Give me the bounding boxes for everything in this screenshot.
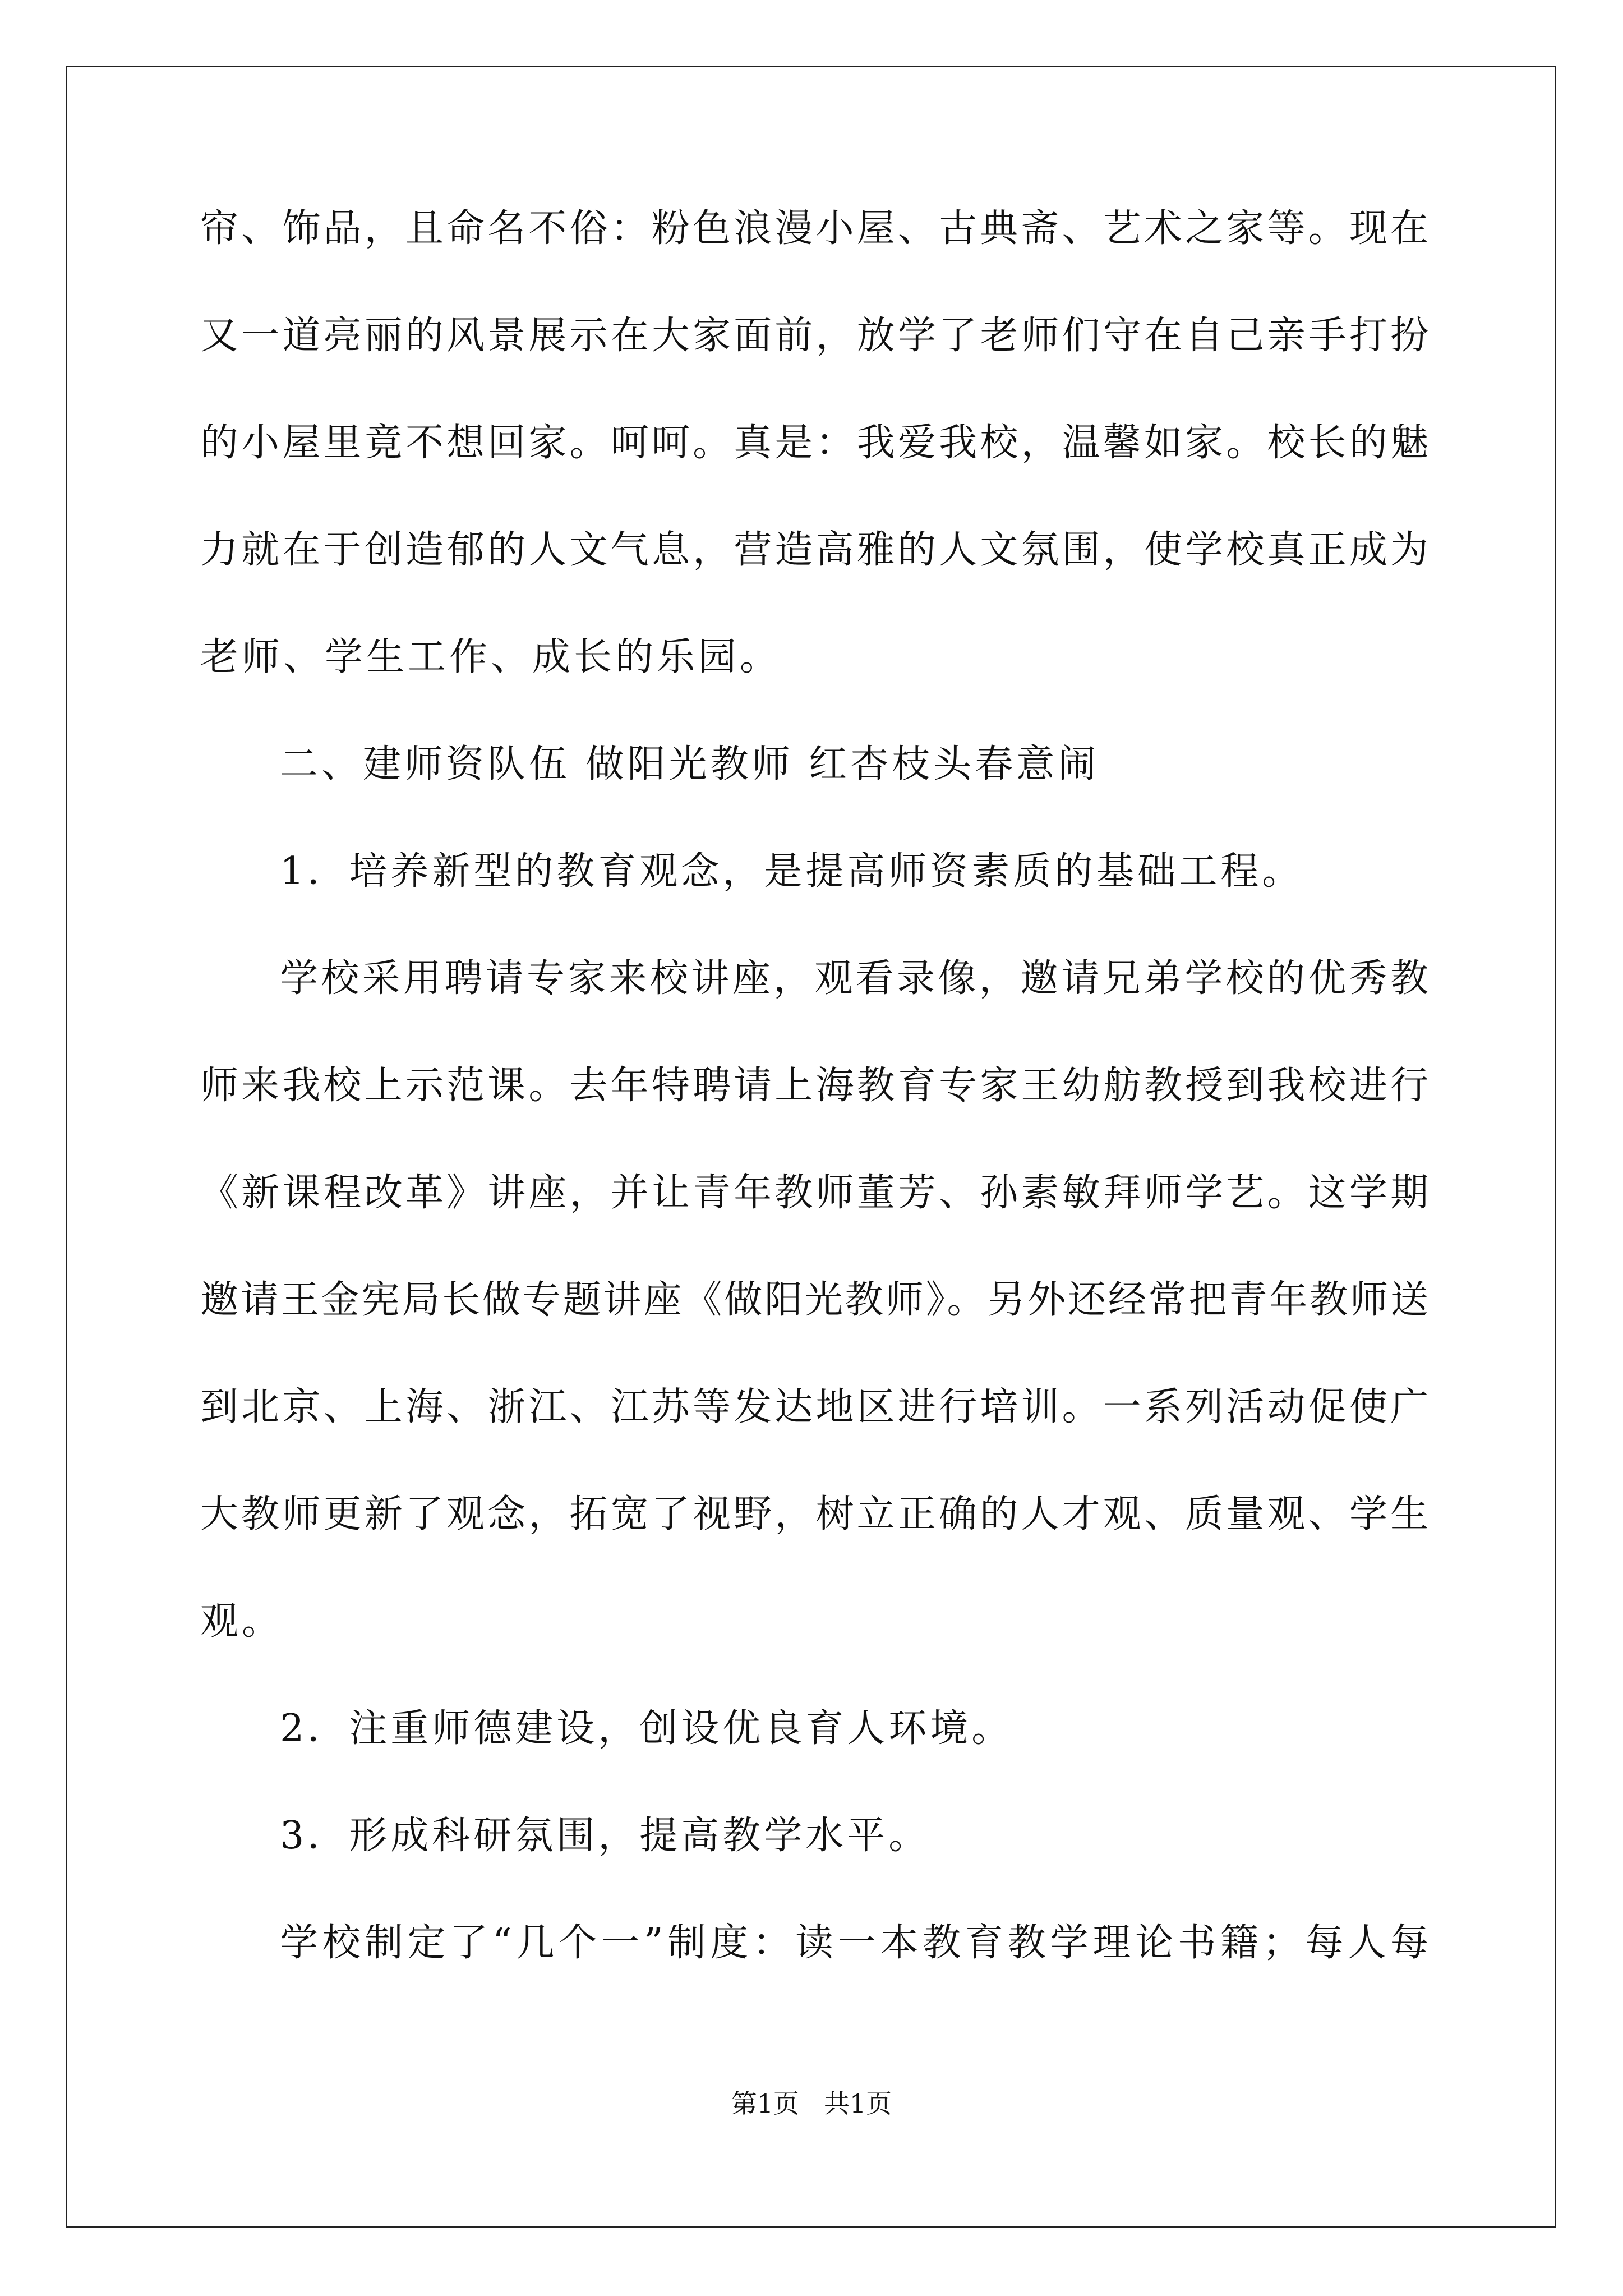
text-line: 《新课程改革》讲座，并让青年教师董芳、孙素敏拜师学艺。这学期	[200, 1171, 1428, 1215]
text-line: 学校采用聘请专家来校讲座，观看录像，邀请兄弟学校的优秀教	[280, 956, 1428, 1001]
text-line: 帘、饰品，且命名不俗：粉色浪漫小屋、古典斋、艺术之家等。现在	[200, 206, 1428, 251]
text-line: 邀请王金宪局长做专题讲座《做阳光教师》。另外还经常把青年教师送	[200, 1278, 1428, 1322]
section-heading: 二、建师资队伍 做阳光教师 红杏枝头春意闹	[280, 742, 1100, 786]
subsection-heading: 3．形成科研氛围，提高教学水平。	[280, 1814, 930, 1858]
page-total: 共1页	[823, 2088, 892, 2119]
text-line: 师来我校上示范课。去年特聘请上海教育专家王幼舫教授到我校进行	[200, 1064, 1428, 1108]
text-line: 老师、学生工作、成长的乐园。	[200, 635, 782, 679]
page-number: 第1页	[731, 2088, 800, 2119]
text-line: 又一道亮丽的风景展示在大家面前，放学了老师们守在自己亲手打扮	[200, 314, 1428, 358]
text-line: 观。	[200, 1599, 284, 1644]
page-footer	[0, 2088, 1623, 2119]
subsection-heading: 2．注重师德建设，创设优良育人环境。	[280, 1706, 1013, 1751]
text-line: 学校制定了“几个一”制度：读一本教育教学理论书籍；每人每	[280, 1921, 1428, 1965]
document-body	[200, 208, 1428, 2029]
text-line: 大教师更新了观念，拓宽了视野，树立正确的人才观、质量观、学生	[200, 1492, 1428, 1536]
text-line: 力就在于创造郁的人文气息，营造高雅的人文氛围，使学校真正成为	[200, 528, 1428, 572]
text-line: 到北京、上海、浙江、江苏等发达地区进行培训。一系列活动促使广	[200, 1385, 1428, 1429]
subsection-heading: 1．培养新型的教育观念，是提高师资素质的基础工程。	[280, 849, 1304, 894]
text-line: 的小屋里竟不想回家。呵呵。真是：我爱我校，温馨如家。校长的魅	[200, 421, 1428, 465]
